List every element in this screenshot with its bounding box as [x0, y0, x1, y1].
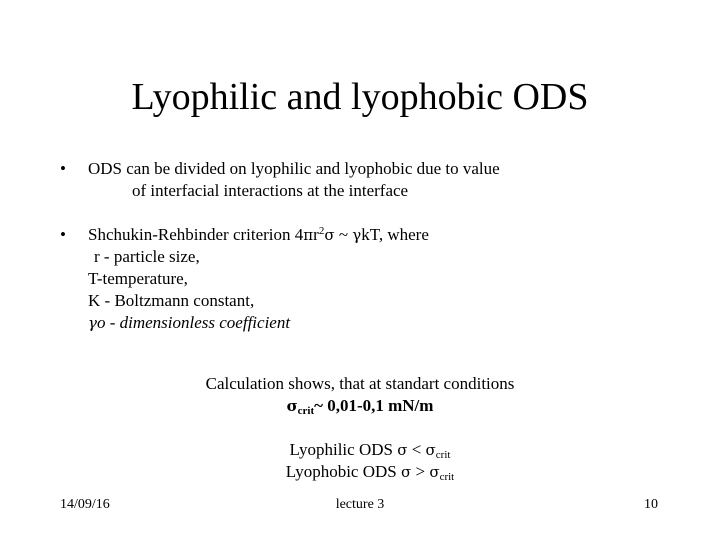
- definition-t: T-temperature,: [88, 269, 188, 288]
- lyophilic-condition: [220, 439, 520, 461]
- crit-subscript: crit: [439, 471, 455, 483]
- definition-k: K - Boltzmann constant,: [88, 291, 255, 310]
- criterion-line: [88, 224, 648, 246]
- r-symbol: r: [313, 225, 319, 244]
- slide-title: Lyophilic and lyophobic ODS: [131, 76, 589, 118]
- ods-comparison: [220, 439, 520, 483]
- sigma-symbol: σ: [400, 463, 412, 481]
- bullet-line: of interfacial interactions at the interface: [132, 181, 409, 200]
- lyophilic-label: Lyophilic ODS: [289, 440, 398, 459]
- bullet-marker: •: [60, 225, 66, 244]
- square-exponent: 2: [318, 225, 325, 237]
- gamma-definition: o - dimensionless coefficient: [96, 313, 291, 332]
- calculation-block: [180, 373, 540, 417]
- kt-suffix: kT, where: [361, 225, 429, 244]
- less-than-operator: <: [407, 440, 426, 459]
- sigma-crit-range: ~ 0,01-0,1 mN/m: [314, 396, 434, 415]
- bullet-ods-division: [88, 158, 648, 202]
- criterion-prefix: Shchukin-Rehbinder criterion 4: [88, 225, 304, 244]
- pi-symbol: π: [303, 226, 314, 244]
- bullet-line: ODS can be divided on lyophilic and lyophobic due to value: [88, 159, 500, 178]
- definition-r: r - particle size,: [94, 247, 200, 266]
- footer-page-number: 10: [644, 497, 658, 512]
- crit-subscript: crit: [435, 449, 451, 461]
- bullet-marker: •: [60, 159, 66, 178]
- lyophobic-label: Lyophobic ODS: [285, 462, 401, 481]
- lyophobic-condition: [220, 461, 520, 483]
- sigma-symbol: σ: [429, 463, 440, 481]
- greater-than-operator: >: [411, 462, 430, 481]
- crit-subscript: crit: [297, 405, 315, 417]
- sigma-crit-value: [180, 395, 540, 417]
- approx-symbol: ~: [334, 225, 353, 244]
- sigma-symbol: σ: [324, 226, 335, 244]
- footer-lecture: lecture 3: [335, 497, 385, 512]
- definition-gamma: [88, 312, 648, 334]
- footer-date: 14/09/16: [60, 497, 110, 512]
- calculation-line: Calculation shows, that at standart conditions: [205, 374, 515, 393]
- sigma-symbol: σ: [286, 397, 298, 415]
- bullet-criterion: [88, 224, 648, 334]
- gamma-symbol: γ: [88, 314, 97, 332]
- sigma-symbol: σ: [397, 441, 408, 459]
- gamma-symbol: γ: [352, 226, 362, 244]
- sigma-symbol: σ: [425, 441, 436, 459]
